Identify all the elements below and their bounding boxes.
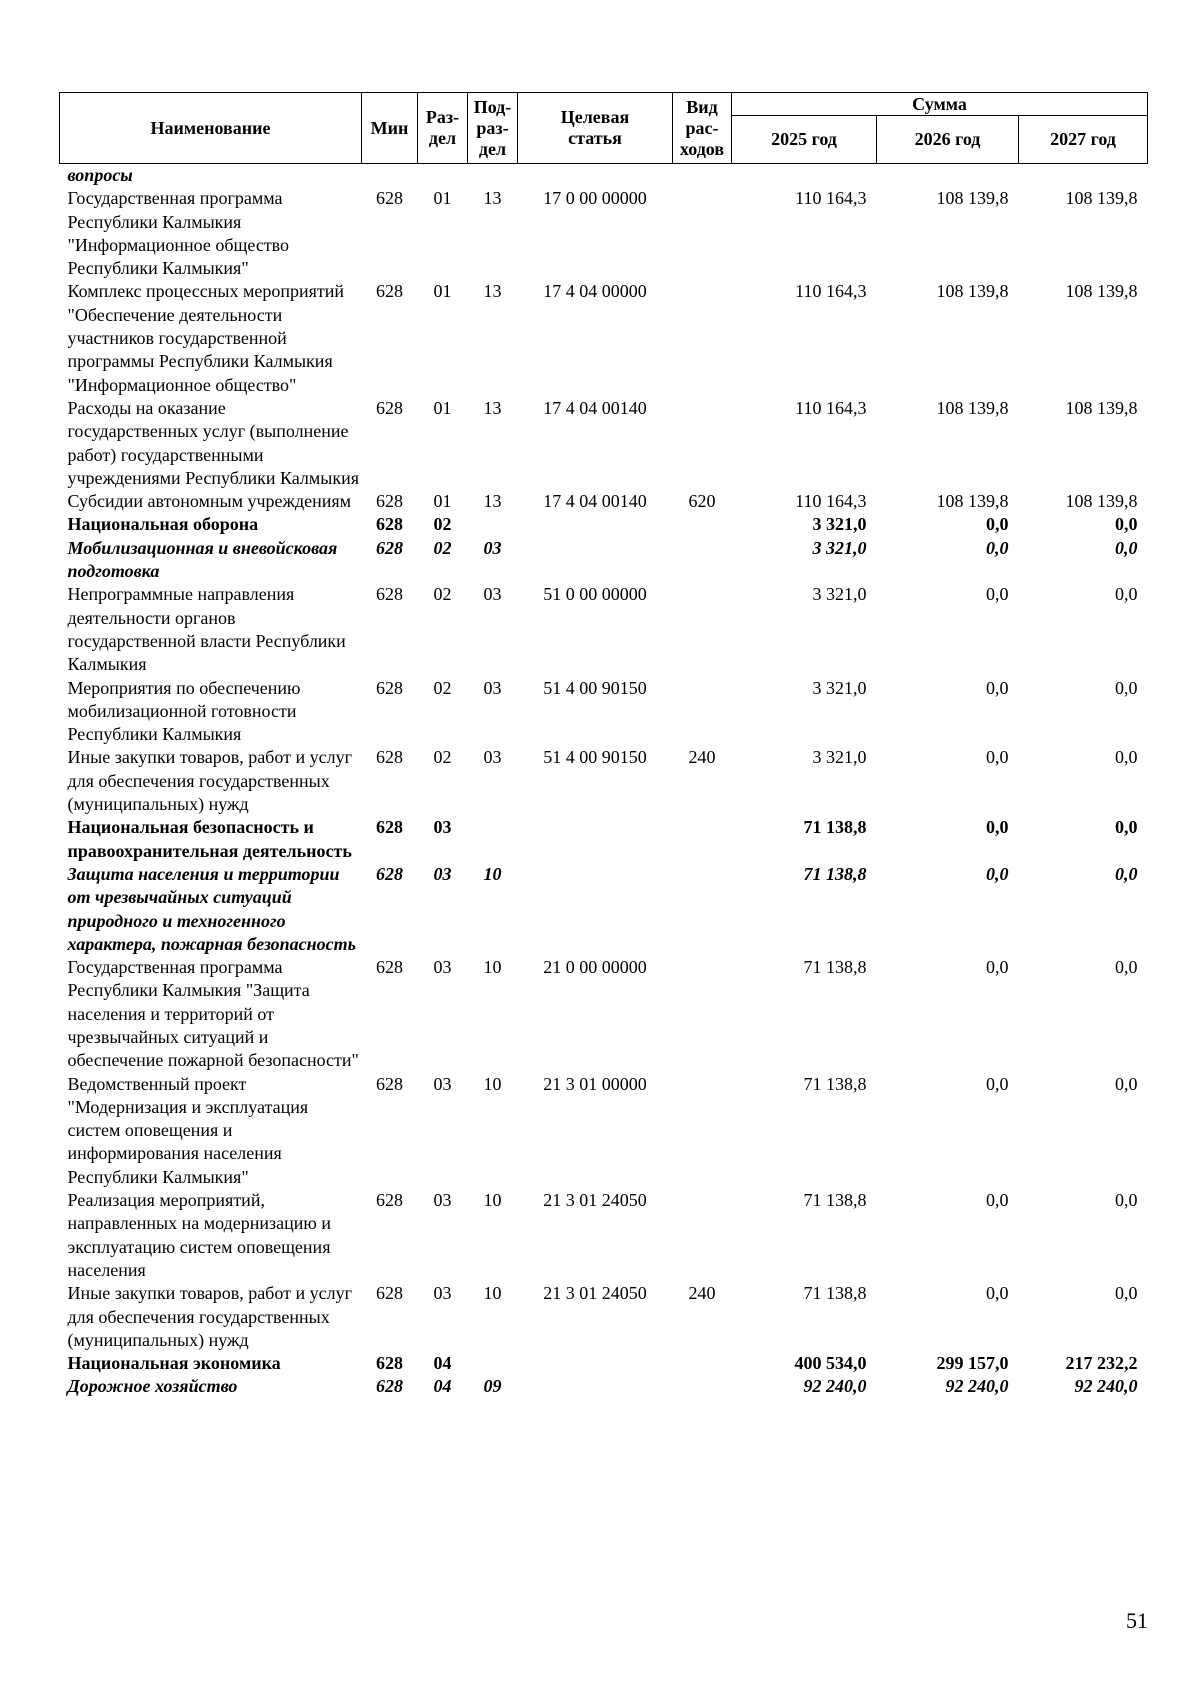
row-sum-2026: 108 139,8 bbox=[936, 491, 1009, 512]
row-name: Расходы на оказание государственных услуг (выполнение работ) государственными учреждениями Республики Калмыкия bbox=[67, 397, 360, 488]
row-vid-rashodov bbox=[673, 583, 732, 676]
header-name: Наименование bbox=[60, 93, 362, 164]
table-row bbox=[60, 280, 1148, 396]
row-razdel: 01 bbox=[433, 397, 452, 418]
row-sum-2027: 0,0 bbox=[1115, 957, 1138, 978]
row-vid-rashodov: 620 bbox=[688, 491, 716, 512]
row-min: 628 bbox=[376, 863, 403, 884]
row-celevaya-statya bbox=[518, 513, 673, 536]
row-min bbox=[362, 164, 418, 188]
row-vid-rashodov: 240 bbox=[688, 1283, 716, 1304]
row-sum-2026: 0,0 bbox=[986, 1190, 1009, 1211]
row-sum-2027: 0,0 bbox=[1115, 1283, 1138, 1304]
row-sum-2027: 0,0 bbox=[1115, 1073, 1138, 1094]
row-razdel: 03 bbox=[433, 817, 452, 838]
header-vid-rashodov: Вид рас- ходов bbox=[673, 93, 732, 164]
row-name: Защита населения и территории от чрезвычайных ситуаций природного и техногенного характера, пожарная безопасность bbox=[67, 863, 356, 954]
row-razdel: 01 bbox=[433, 281, 452, 302]
row-min: 628 bbox=[376, 957, 403, 978]
row-min: 628 bbox=[376, 817, 403, 838]
table-row bbox=[60, 956, 1148, 1072]
row-sum-2025: 71 138,8 bbox=[803, 863, 867, 884]
row-sum-2027: 108 139,8 bbox=[1065, 491, 1138, 512]
table-row bbox=[60, 397, 1148, 490]
row-vid-rashodov bbox=[673, 1375, 732, 1398]
row-sum-2027: 108 139,8 bbox=[1065, 188, 1138, 209]
row-razdel: 02 bbox=[433, 537, 452, 558]
row-vid-rashodov: 240 bbox=[688, 747, 716, 768]
row-name: Непрограммные направления деятельности органов государственной власти Республики Калмыкия bbox=[67, 584, 346, 675]
row-min: 628 bbox=[376, 281, 403, 302]
row-min: 628 bbox=[376, 747, 403, 768]
table-row bbox=[60, 677, 1148, 747]
row-sum-2025: 110 164,3 bbox=[795, 188, 867, 209]
row-sum-2027: 217 232,2 bbox=[1065, 1353, 1138, 1374]
row-sum-2026: 299 157,0 bbox=[936, 1353, 1009, 1374]
row-name: Иные закупки товаров, работ и услуг для обеспечения государственных (муниципальных) нужд bbox=[67, 1283, 352, 1350]
budget-table bbox=[59, 92, 1148, 1399]
row-razdel: 04 bbox=[433, 1353, 452, 1374]
row-name: Государственная программа Республики Калмыкия "Информационное общество Республики Калмыкия" bbox=[67, 188, 290, 279]
row-celevaya-statya: 21 3 01 24050 bbox=[543, 1190, 647, 1211]
row-sum-2026: 0,0 bbox=[986, 957, 1009, 978]
row-sum-2025: 71 138,8 bbox=[803, 817, 867, 838]
row-podrazdel: 03 bbox=[483, 584, 502, 605]
row-sum-2026: 0,0 bbox=[986, 537, 1009, 558]
row-razdel: 01 bbox=[433, 188, 452, 209]
row-vid-rashodov bbox=[673, 956, 732, 1072]
row-sum-2026: 0,0 bbox=[986, 747, 1009, 768]
row-min: 628 bbox=[376, 1073, 403, 1094]
row-min: 628 bbox=[376, 514, 403, 535]
row-sum-2025: 71 138,8 bbox=[803, 957, 867, 978]
row-razdel: 03 bbox=[433, 1073, 452, 1094]
row-vid-rashodov bbox=[673, 187, 732, 280]
row-min: 628 bbox=[376, 397, 403, 418]
row-sum-2026: 0,0 bbox=[986, 514, 1009, 535]
row-name: Дорожное хозяйство bbox=[67, 1376, 238, 1397]
header-min: Мин bbox=[362, 93, 418, 164]
row-name: вопросы bbox=[67, 165, 133, 185]
row-podrazdel: 13 bbox=[483, 491, 502, 512]
row-razdel: 02 bbox=[433, 747, 452, 768]
row-podrazdel: 10 bbox=[483, 957, 502, 978]
header-summa: Сумма bbox=[732, 93, 1148, 116]
row-name: Мобилизационная и вневойсковая подготовка bbox=[67, 537, 338, 582]
row-celevaya-statya: 51 4 00 90150 bbox=[543, 747, 647, 768]
row-podrazdel: 10 bbox=[483, 1283, 502, 1304]
row-sum-2026: 0,0 bbox=[986, 677, 1009, 698]
row-name: Государственная программа Республики Калмыкия "Защита населения и территорий от чрезвычайных ситуаций и обеспечение пожарной безопасности" bbox=[67, 957, 359, 1071]
header-year-2026: 2026 год bbox=[877, 116, 1019, 164]
row-podrazdel: 13 bbox=[483, 188, 502, 209]
row-name: Национальная оборона bbox=[67, 514, 259, 535]
row-vid-rashodov bbox=[673, 513, 732, 536]
row-sum-2027: 0,0 bbox=[1115, 677, 1138, 698]
row-name: Реализация мероприятий, направленных на модернизацию и эксплуатацию систем оповещения населения bbox=[67, 1190, 331, 1280]
row-celevaya-statya: 17 0 00 00000 bbox=[543, 188, 647, 209]
row-vid-rashodov bbox=[673, 280, 732, 396]
row-podrazdel: 10 bbox=[483, 1073, 502, 1094]
row-podrazdel bbox=[468, 164, 518, 188]
row-sum-2026: 92 240,0 bbox=[945, 1376, 1009, 1397]
row-razdel: 02 bbox=[433, 677, 452, 698]
row-celevaya-statya bbox=[518, 164, 673, 188]
row-celevaya-statya: 21 0 00 00000 bbox=[543, 957, 647, 978]
row-sum-2027: 0,0 bbox=[1115, 584, 1138, 605]
row-vid-rashodov bbox=[673, 863, 732, 956]
row-min: 628 bbox=[376, 1353, 403, 1374]
table-row bbox=[60, 490, 1148, 513]
row-vid-rashodov bbox=[673, 164, 732, 188]
row-name: Национальная безопасность и правоохранительная деятельность bbox=[67, 817, 352, 861]
row-razdel: 03 bbox=[433, 957, 452, 978]
row-name: Субсидии автономным учреждениям bbox=[67, 491, 352, 512]
row-name: Комплекс процессных мероприятий "Обеспечение деятельности участников государственной программы Республики Калмыкия "Информационное общество" bbox=[67, 281, 345, 395]
row-sum-2027: 108 139,8 bbox=[1065, 281, 1138, 302]
header-year-2025: 2025 год bbox=[732, 116, 877, 164]
row-sum-2026 bbox=[877, 164, 1019, 188]
row-celevaya-statya: 21 3 01 24050 bbox=[543, 1283, 647, 1304]
row-sum-2027: 0,0 bbox=[1115, 1190, 1138, 1211]
row-celevaya-statya: 21 3 01 00000 bbox=[543, 1073, 647, 1094]
header-year-2027: 2027 год bbox=[1019, 116, 1148, 164]
row-sum-2026: 0,0 bbox=[986, 1073, 1009, 1094]
row-podrazdel bbox=[468, 816, 518, 863]
row-celevaya-statya bbox=[518, 1375, 673, 1398]
row-razdel: 03 bbox=[433, 1283, 452, 1304]
row-celevaya-statya: 17 4 04 00140 bbox=[543, 397, 647, 418]
row-vid-rashodov bbox=[673, 677, 732, 747]
table-row bbox=[60, 816, 1148, 863]
table-row bbox=[60, 1189, 1148, 1282]
row-sum-2026: 0,0 bbox=[986, 863, 1009, 884]
row-razdel: 03 bbox=[433, 863, 452, 884]
row-min: 628 bbox=[376, 491, 403, 512]
row-vid-rashodov bbox=[673, 816, 732, 863]
row-celevaya-statya bbox=[518, 816, 673, 863]
row-sum-2026: 0,0 bbox=[986, 584, 1009, 605]
row-sum-2025: 110 164,3 bbox=[795, 491, 867, 512]
table-row bbox=[60, 1073, 1148, 1189]
row-celevaya-statya: 17 4 04 00000 bbox=[543, 281, 647, 302]
row-sum-2025: 110 164,3 bbox=[795, 281, 867, 302]
row-sum-2026: 0,0 bbox=[986, 817, 1009, 838]
row-razdel: 04 bbox=[433, 1376, 452, 1397]
row-celevaya-statya: 51 4 00 90150 bbox=[543, 677, 647, 698]
row-sum-2027: 0,0 bbox=[1115, 817, 1138, 838]
row-celevaya-statya bbox=[518, 1352, 673, 1375]
row-min: 628 bbox=[376, 1190, 403, 1211]
row-sum-2025: 3 321,0 bbox=[812, 677, 867, 698]
row-celevaya-statya: 51 0 00 00000 bbox=[543, 584, 647, 605]
row-celevaya-statya bbox=[518, 863, 673, 956]
row-name: Иные закупки товаров, работ и услуг для обеспечения государственных (муниципальных) нужд bbox=[67, 747, 352, 815]
row-sum-2027 bbox=[1019, 164, 1148, 188]
row-celevaya-statya bbox=[518, 537, 673, 584]
table-row bbox=[60, 583, 1148, 676]
row-razdel: 02 bbox=[433, 584, 452, 605]
row-sum-2026: 108 139,8 bbox=[936, 397, 1009, 418]
row-podrazdel: 03 bbox=[483, 747, 502, 768]
row-sum-2027: 92 240,0 bbox=[1074, 1376, 1138, 1397]
row-min: 628 bbox=[376, 584, 403, 605]
row-min: 628 bbox=[376, 537, 403, 558]
row-sum-2025: 3 321,0 bbox=[812, 584, 867, 605]
row-sum-2027: 0,0 bbox=[1115, 514, 1138, 535]
table-row bbox=[60, 863, 1148, 956]
row-vid-rashodov bbox=[673, 397, 732, 490]
row-sum-2026: 108 139,8 bbox=[936, 281, 1009, 302]
row-sum-2027: 108 139,8 bbox=[1065, 397, 1138, 418]
table-row bbox=[60, 1375, 1148, 1398]
row-podrazdel: 09 bbox=[483, 1376, 502, 1397]
table-row bbox=[60, 164, 1148, 188]
row-name: Ведомственный проект "Модернизация и эксплуатация систем оповещения и информирования населения Республики Калмыкия" bbox=[67, 1073, 309, 1187]
row-sum-2027: 0,0 bbox=[1115, 537, 1138, 558]
row-podrazdel: 10 bbox=[483, 1190, 502, 1211]
row-sum-2026: 108 139,8 bbox=[936, 188, 1009, 209]
header-podrazdel: Под- раз- дел bbox=[468, 93, 518, 164]
row-razdel: 03 bbox=[433, 1190, 452, 1211]
row-sum-2025: 92 240,0 bbox=[803, 1376, 867, 1397]
row-sum-2027: 0,0 bbox=[1115, 747, 1138, 768]
row-podrazdel: 13 bbox=[483, 397, 502, 418]
row-razdel: 01 bbox=[433, 491, 452, 512]
row-celevaya-statya: 17 4 04 00140 bbox=[543, 491, 647, 512]
row-min: 628 bbox=[376, 188, 403, 209]
table-row bbox=[60, 746, 1148, 816]
table-row bbox=[60, 1352, 1148, 1375]
row-name: Национальная экономика bbox=[67, 1353, 281, 1374]
row-vid-rashodov bbox=[673, 1352, 732, 1375]
row-sum-2025: 110 164,3 bbox=[795, 397, 867, 418]
row-sum-2025: 3 321,0 bbox=[812, 747, 867, 768]
table-row bbox=[60, 513, 1148, 536]
row-min: 628 bbox=[376, 1283, 403, 1304]
table-body bbox=[60, 164, 1148, 1399]
row-podrazdel: 13 bbox=[483, 281, 502, 302]
row-razdel bbox=[418, 164, 468, 188]
row-min: 628 bbox=[376, 677, 403, 698]
table-header bbox=[60, 93, 1148, 164]
row-sum-2027: 0,0 bbox=[1115, 863, 1138, 884]
row-name: Мероприятия по обеспечению мобилизационной готовности Республики Калмыкия bbox=[67, 677, 301, 745]
row-vid-rashodov bbox=[673, 537, 732, 584]
row-podrazdel: 03 bbox=[483, 677, 502, 698]
page-number: 51 bbox=[1126, 1608, 1148, 1633]
row-min: 628 bbox=[376, 1376, 403, 1397]
row-sum-2025: 71 138,8 bbox=[803, 1190, 867, 1211]
row-vid-rashodov bbox=[673, 1073, 732, 1189]
row-podrazdel: 03 bbox=[483, 537, 502, 558]
row-sum-2025: 3 321,0 bbox=[812, 514, 867, 535]
table-row bbox=[60, 187, 1148, 280]
table-row bbox=[60, 1282, 1148, 1352]
row-sum-2025 bbox=[732, 164, 877, 188]
header-razdel: Раз- дел bbox=[418, 93, 468, 164]
row-podrazdel bbox=[468, 1352, 518, 1375]
row-vid-rashodov bbox=[673, 1189, 732, 1282]
row-sum-2025: 71 138,8 bbox=[803, 1283, 867, 1304]
row-sum-2025: 3 321,0 bbox=[812, 537, 867, 558]
row-podrazdel bbox=[468, 513, 518, 536]
row-podrazdel: 10 bbox=[483, 863, 502, 884]
header-celevaya-statya: Целевая статья bbox=[518, 93, 673, 164]
table-row bbox=[60, 537, 1148, 584]
row-sum-2025: 71 138,8 bbox=[803, 1073, 867, 1094]
row-sum-2025: 400 534,0 bbox=[794, 1353, 867, 1374]
row-razdel: 02 bbox=[433, 514, 452, 535]
row-sum-2026: 0,0 bbox=[986, 1283, 1009, 1304]
